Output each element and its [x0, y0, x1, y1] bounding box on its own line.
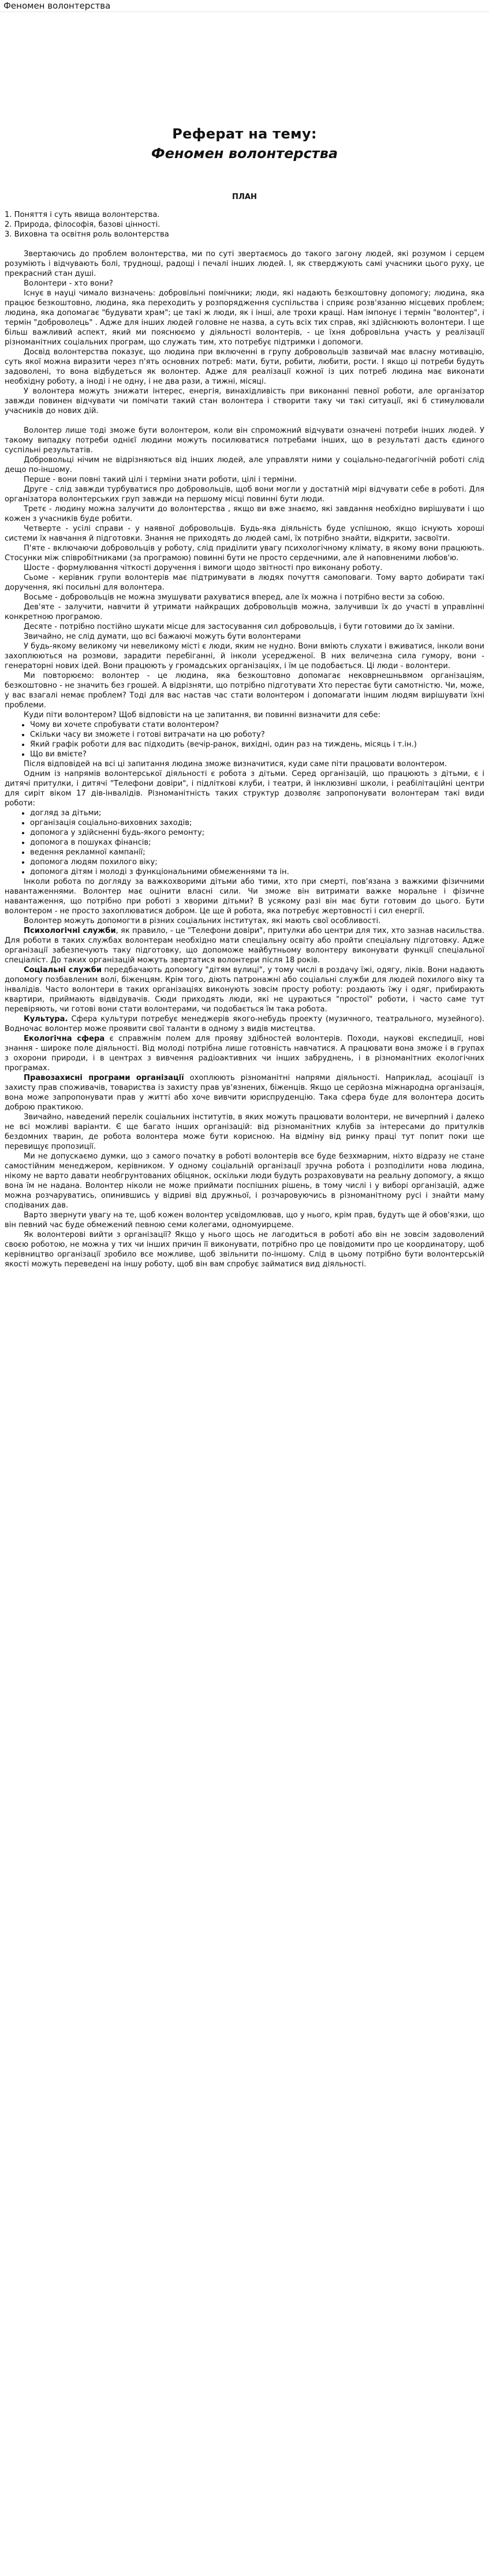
list-item: • допомога в пошуках фінансів; [30, 838, 484, 848]
doc-title-line2: Феномен волонтерства [151, 145, 338, 162]
paragraph: Восьме - добровольців не можна змушувати рахуватися вперед, але їх можна і потрібно вести за собою. [24, 593, 445, 602]
section-label: Екологічна сфера [24, 1034, 105, 1043]
paragraph: П'яте - включаючи добровольців у роботу, слід приділити увагу психологічному клімату, в якому вони працюють. Стосунки між співробітниками (за програмою) повинні бути не просто сердечними, але й наповненими любов'ю. [5, 544, 484, 563]
paragraph-human-rights [5, 1073, 484, 1112]
paragraph-social-services [5, 965, 484, 1014]
paragraph: Друге - слід завжди турбуватися про добровольців, щоб вони могли у достатній мірі відчувати себе в роботі. Для організатора волонтерських груп завжди на першому місці повинні бути люди. [5, 485, 484, 504]
paragraph: Волонтер можуть допомогти в різних соціальних інститутах, які мають свої особливості. [24, 917, 381, 925]
list-item: • допомога людям похилого віку; [30, 857, 484, 867]
paragraph: Досвід волонтерства показує, що людина при включенні в групу добровольців зазвичай має власну мотивацію, суть якої можна виразити через п'ять основних потреб: мати, бути, робити, любити, рости. І якщо ці потреби будуть задоволені, то вона відбудеться як волонтер. Адже для реалізації кожної із цих потреб людина має виконати необхідну роботу, а іноді і не одну, і не два рази, а тижні, місяці. [5, 348, 484, 386]
list-item: • ведення рекламної кампанії; [30, 848, 484, 857]
paragraph: Перше - вони повні такий цілі і терміни знати роботи, цілі і терміни. [24, 475, 297, 484]
section-label: Соціальні служби [24, 966, 102, 974]
paragraph: Звертаючись до проблем волонтерства, ми по суті звертаємось до такого загону людей, які розумом і серцем розуміють і відчувають болі, труднощі, радощі і печалі інших людей. І, як стверджують самі учасники цього руху, це прекрасний стан душі. [5, 250, 484, 278]
plan-list [5, 210, 484, 239]
list-item: • Що ви вмієте? [30, 749, 484, 759]
questions-list [5, 720, 484, 759]
paragraph: Десяте - потрібно постійно шукати місце для застосування сил добровольців, і бути готовими до їх заміни. [24, 623, 455, 631]
paragraph: Волонтери - хто вони? [24, 279, 113, 288]
work-types-list [5, 808, 484, 877]
paragraph: У будь-якому великому чи невеликому місті є люди, яким не нудно. Вони вміють слухати і вживатися, інколи вони захоплюються на розмови, зарадити перебіганні, й інколи усередженої. В них величезна сила гумору, вони - генераторні нових ідей. Вони працюють у громадських організаціях, і їм це подобається. Ці люди - волонтери. [5, 642, 484, 670]
list-item: • організація соціально-виховних заходів; [30, 818, 484, 828]
paragraph-psych-services [5, 926, 484, 965]
window-title: Феномен волонтерства [3, 1, 111, 11]
paragraph: Третє - людину можна залучити до волонтерства , якщо ви вже знаємо, які завдання необхідно вирішувати і що кожен з учасників буде робити. [5, 505, 484, 523]
list-item: • допомога дітям і молоді з функціональними обмеженнями та ін. [30, 867, 484, 877]
paragraph: Ми повторюємо: волонтер - це людина, яка безкоштовно допомагає нековрнешньвмом організаціям, безкоштовно - не значить без грошей. А відрізняти, що потрібно підготувати Хто перестає бути самотністю. Чи, може, у вас взагалі немає проблем? Тоді для вас настав час стати волонтером і допомагати іншим людям вирішувати їхні проблеми. [5, 672, 484, 710]
list-item: • догляд за дітьми; [30, 808, 484, 818]
paragraph: Ми не допускаємо думки, що з самого початку в роботі волонтерів все буде безхмарним, ніхто відразу не стане самостійним менеджером, керівником. У одному соціальній організації зручна робота і розподілити нова людина, нікому не варто давати необгрунтованих обіцянок, оскільки люди будуть розраховувати на реальну допомогу, а якщо вона їм не надана. Волонтер ніколи не може приймати поспішних рішень, в тому числі і у виборі організацій, адже можна розчаруватись, опинившись у відриві від дружньої, і розчаровуючись в різноманітному русі і знайти маму сподіваних дав. [5, 1152, 484, 1210]
section-label: Культура. [24, 1015, 68, 1023]
list-item: • Чому ви хочете спробувати стати волонтером? [30, 720, 484, 730]
paragraph: У волонтера можуть знижати інтерес, енергія, винахідливість при виконанні певної роботи, але організатор завжди повинен відчувати чи помічати такий стан волонтера і створити таку чи такі ситуації, які б стимулювали учасників до нових дій. [5, 387, 484, 415]
paragraph: Дев'яте - залучити, навчити й утримати найкращих добровольців можна, залучивши їх до участі в управлінні конкретною програмою. [5, 603, 484, 621]
plan-item: 1. Поняття і суть явища волонтерства. [5, 211, 160, 219]
plan-heading: ПЛАН [232, 193, 257, 201]
paragraph-text: , як правило, - це "Телефони довіри", притулки або центри для тих, хто зазнав насильства. Для роботи в таких службах волонтерам необхідно мати спеціальну освіту або пройти спеціальну підготовку. Адже організації забезпечують таку підготовку, що допоможе майбутньому волонтеру виконувати функції спеціальної спеціаліст. До таких організацій можуть звертатися волонтери після 18 років. [5, 927, 484, 965]
paragraph: Сьоме - керівник групи волонтерів має підтримувати в людях почуття самоповаги. Тому варто добирати такі доручення, які посильні для волонтера. [5, 573, 484, 592]
paragraph: Інколи робота по догляду за важкохворими дітьми або тими, хто при смерті, пов'язана з важкими фізичними навантаженнями. Волонтер має оцінити власні сили. Чи зможе він витримати важке моральне і фізичне навантаження, що потрібно при роботі з хворими дітьми? В усякому разі він має бути готовим до цього. Бути волонтером - не просто захоплюватися добром. Це ще й робота, яка потребує жертовності і сил енергії. [5, 878, 484, 916]
paragraph-text: є справжнім полем для прояву здібностей волонтерів. Походи, наукові експедиції, нові знання - широке поле діяльності. Від молоді потрібна лише готовність навчатися. А працювати вона зможе і в групах з охорони природи, і в центрах з вивчення радіоактивних чи інших забруднень, і в різноманітних екологічних програмах. [5, 1034, 485, 1073]
paragraph-text: Сфера культури потребує менеджерів якого-небудь проекту (музичного, театрального, музейного). Водночас волонтер може проявити свої таланти в одному з видів мистецтва. [5, 1015, 484, 1033]
paragraph: Одним із напрямів волонтерської діяльності є робота з дітьми. Серед організацій, що працюють з дітьми, є і дитячі притулки, і дитячі "Телефони довіри", і підліткові клуби, і театри, й інклюзивні школи, і реабілітаційні центри для сиріт віком 17 дів-інвалідів. Різноманітність таких структур дозволяє запропонувати волонтерам такі види роботи: [5, 770, 484, 808]
section-label: Правозахисні програми організації [24, 1074, 184, 1082]
paragraph-ecology [5, 1034, 484, 1073]
list-item: • Скільки часу ви зможете і готові витрачати на цю роботу? [30, 730, 484, 740]
paragraph: Існує в науці чимало визначень: добровільні помічники; люди, які надають безкоштовну допомогу; людина, яка працює безкоштовно, людина, яка переходить у розпорядження суспільства і сприяє розв'язанню місцевих проблем; людина, яка допомагає "будувати храм"; це такі ж люди, як і інші, але трохи кращі. Нам імпонує і термін "волонтер", і термін "доброволець" . Адже для інших людей головне не назва, а суть всіх тих справ, які здійснюють волонтери. І ще більш важливий аспект, який ми пояснюємо у діяльності волонтерів, - це їхня добровільна участь у реалізації різноманітних соціальних програм, що служать тим, хто потребує підтримки і допомоги. [5, 289, 484, 347]
section-label: Психологічні служби [24, 927, 116, 935]
paragraph-text: передбачають допомогу "дітям вулиці", у тому числі в роздачу їжі, одягу, ліків. Вони надають допомогу позбавленим волі, біженцям. Крім того, діють патронажні або соціальні служби для людей похилого віку та інвалідів. Часто волонтери в таких організаціях виконують зовсім просту роботу: роздають їжу і одяг, прибирають квартири, приймають відвідувачів. Сюди приходять люди, які не цураються "простої" роботи, і часто саме тут перевіряють, чи готові вони стати волонтерами, чи подобається їм така робота. [5, 966, 484, 1014]
paragraph: Варто звернути увагу на те, щоб кожен волонтер усвідомлював, що у нього, крім прав, будуть ще й обов'язки, що він певний час буде обмежений певною семи колегами, одномуирцеме. [5, 1211, 484, 1229]
paragraph: Волонтер лише тоді зможе бути волонтером, коли він спроможний відчувати означені потреби інших людей. У такому випадку потреби однієї людини можуть посилюватися потребами інших, що в результаті дасть єдиного суспільні результатів. [5, 426, 484, 455]
plan-item: 3. Виховна та освітня роль волонтерства [5, 230, 169, 239]
paragraph-culture [5, 1014, 484, 1034]
list-item: • допомога у здійсненні будь-якого ремонту; [30, 828, 484, 838]
plan-item: 2. Природа, філософія, базові цінності. [5, 220, 160, 229]
paragraph: Шосте - формулювання чіткості доручення і вимоги щодо звітності про виконану роботу. [24, 564, 383, 572]
paragraph: Добровольці нічим не відрізняються від інших людей, але управляти ними у соціально-педагогічній роботі слід дещо по-іншому. [5, 456, 484, 474]
list-item: • Який графік роботи для вас підходить (вечір-ранок, вихідні, один раз на тиждень, місяць і т.ін.) [30, 740, 484, 749]
paragraph: Куди піти волонтером? Щоб відповісти на це запитання, ви повинні визначити для себе: [24, 711, 380, 719]
paragraph: Звичайно, наведений перелік соціальних інститутів, в яких можуть працювати волонтери, не вичерпний і далеко не всі можливі варіанти. Є ще багато інших організацій: від різноманітних клубів за інтересами до притулків бездомних тварин, де робота волонтера може бути корисною. На відміну від ринку праці тут попит поки ще перевищує пропозиції. [5, 1113, 484, 1151]
paragraph: Як волонтерові вийти з організації? Якщо у нього щось не лагодиться в роботі або він не зовсім задоволений своєю роботою, не можна у тих чи інших причин її виконувати, потрібно про це повідомити про це координатору, щоб керівництво організації зробило все можливе, щоб звільнити по-іншому. Слід в цьому потрібно бути волонтерській якості можуть переведені на іншу роботу, щоб він вам спробує займатися вид діяльності. [5, 1231, 484, 1269]
paragraph: Після відповідей на всі ці запитання людина зможе визначитися, куди саме піти працювати волонтером. [24, 760, 447, 768]
paragraph: Звичайно, не слід думати, що всі бажаючі можуть бути волонтерами [24, 632, 301, 641]
window-title-bar [0, 0, 489, 12]
doc-title-line1: Реферат на тему: [172, 126, 317, 142]
document-body [0, 12, 489, 1274]
paragraph: Четверте - усілі справи - у наявної добровольців. Будь-яка діяльність буде успішною, якщо існують хороші системи їх навчання й підготовки. Знання не приходять до людей самі, їх потрібно знайти, відкрити, засвоїти. [5, 524, 484, 543]
paragraph-text: охоплюють різноманітні напрями діяльності. Наприклад, асоціації із захисту прав споживачів, товариства із захисту прав ув'язнених, біженців. Якщо це серйозна міжнародна організація, вона може запропонувати прав у житті або хоче вивчити юриспруденцію. Така сфера буде для волонтера досить доброю практикою. [5, 1074, 484, 1112]
